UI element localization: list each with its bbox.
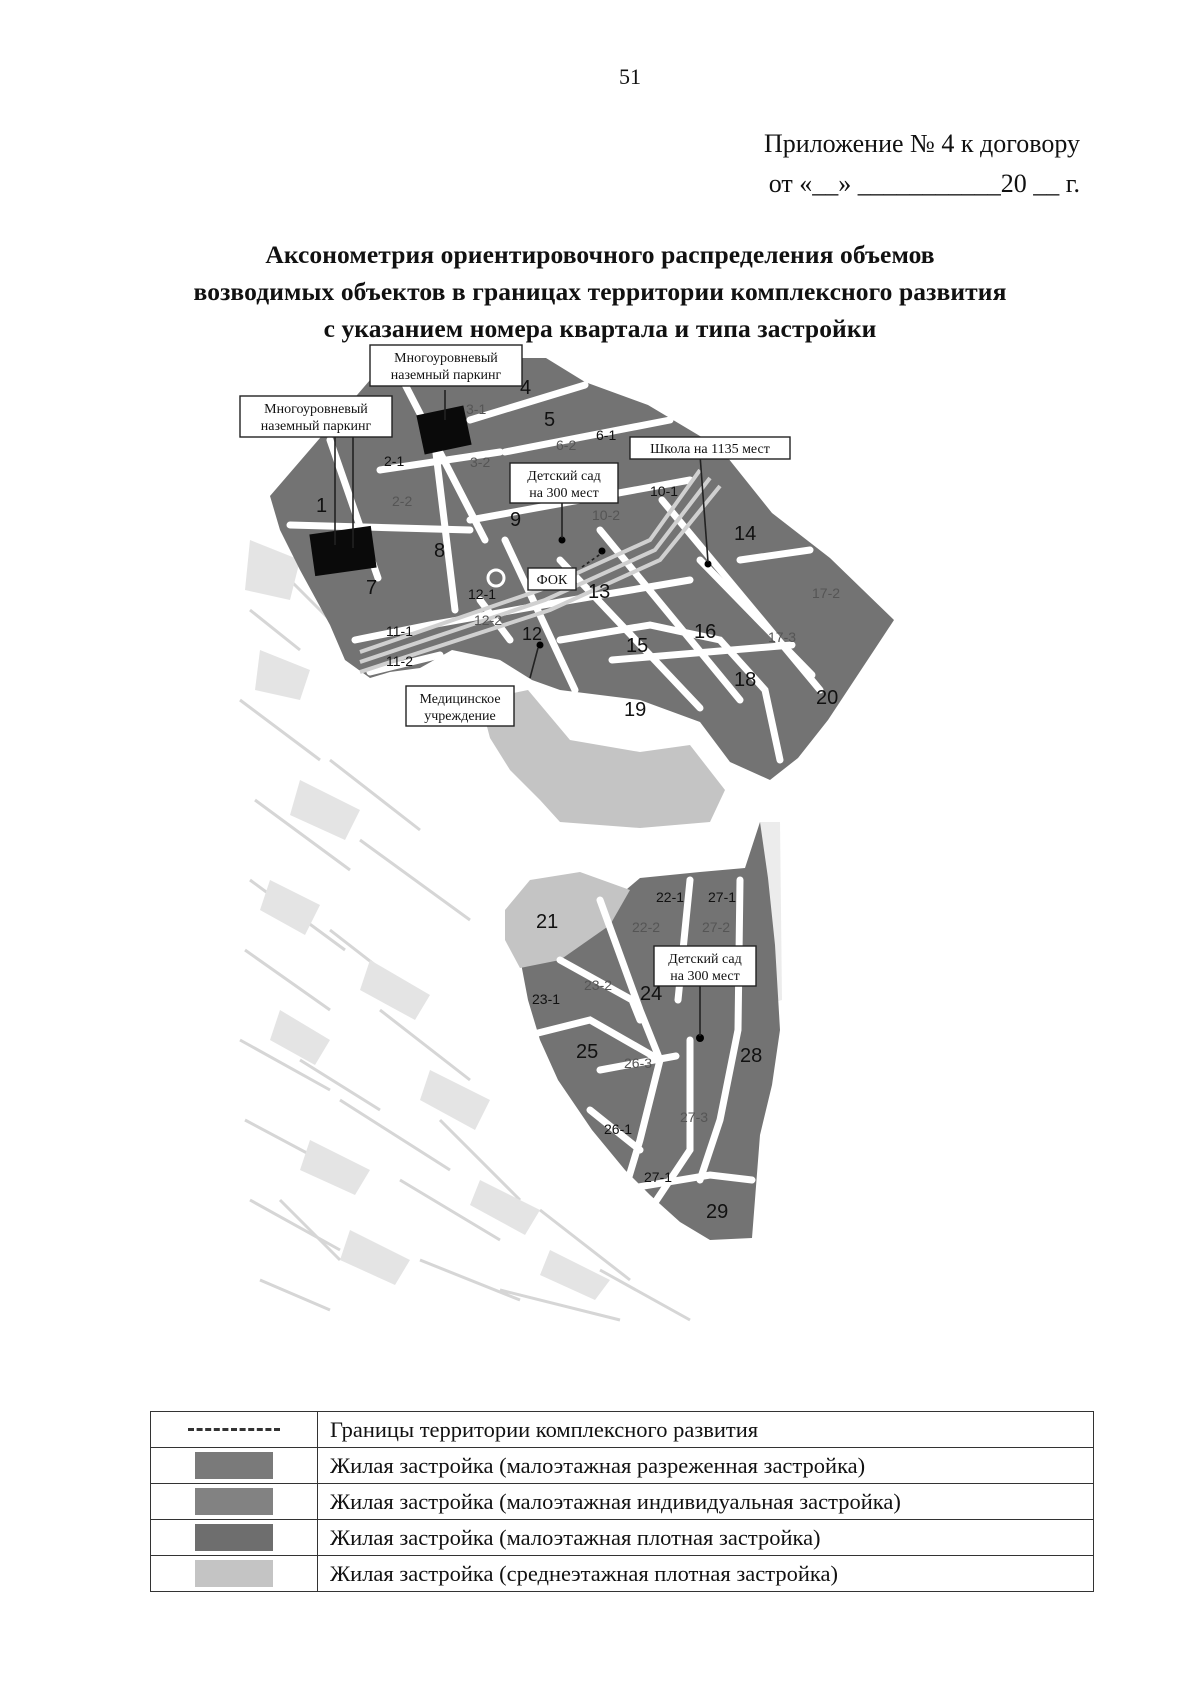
callout-kindergarten-north-1: Детский сад <box>527 469 601 484</box>
legend-table <box>150 1411 1094 1592</box>
callout-parking-left-1: Многоуровневый <box>264 402 368 417</box>
block-label-6-1: 6-1 <box>596 427 617 443</box>
appendix-line-1: Приложение № 4 к договору <box>764 129 1080 158</box>
title-line-2: возводимых объектов в границах территории комплексного развития <box>193 277 1007 306</box>
block-label-28: 28 <box>740 1045 763 1067</box>
block-label-25: 25 <box>576 1041 599 1063</box>
callout-kindergarten-south-2: на 300 мест <box>670 969 740 984</box>
title-line-1: Аксонометрия ориентировочного распределения объемов <box>265 240 935 269</box>
legend-label: Границы территории комплексного развития <box>318 1412 1094 1448</box>
block-label-27-1-north: 27-1 <box>708 889 737 905</box>
callout-kindergarten-north-2: на 300 мест <box>529 486 599 501</box>
callout-fok: ФОК <box>536 573 568 588</box>
block-label-27-2: 27-2 <box>702 919 731 935</box>
block-label-13: 13 <box>588 581 611 603</box>
legend-row <box>151 1484 1094 1520</box>
block-label-17-3: 17-3 <box>768 629 797 645</box>
legend-color-swatch <box>195 1452 273 1479</box>
legend-row <box>151 1448 1094 1484</box>
block-label-16: 16 <box>694 621 717 643</box>
legend-label: Жилая застройка (малоэтажная индивидуальная застройка) <box>318 1484 1094 1520</box>
legend-swatch-cell <box>151 1520 318 1556</box>
block-label-1: 1 <box>316 495 328 517</box>
legend-swatch-cell <box>151 1556 318 1592</box>
legend-dashed-line-icon <box>188 1428 280 1431</box>
block-label-18: 18 <box>734 669 757 691</box>
legend-row <box>151 1520 1094 1556</box>
legend-swatch-cell <box>151 1412 318 1448</box>
block-label-14: 14 <box>734 523 757 545</box>
block-label-29: 29 <box>706 1201 729 1223</box>
block-label-23-1: 23-1 <box>532 991 561 1007</box>
legend-color-swatch <box>195 1524 273 1551</box>
legend-color-swatch <box>195 1560 273 1587</box>
block-label-22-2: 22-2 <box>632 919 661 935</box>
legend-swatch-cell <box>151 1484 318 1520</box>
block-label-5: 5 <box>544 409 556 431</box>
callout-parking-top-1: Многоуровневый <box>394 351 498 366</box>
legend-row <box>151 1556 1094 1592</box>
legend-row <box>151 1412 1094 1448</box>
block-label-10-2: 10-2 <box>592 507 621 523</box>
south-territory <box>505 822 780 1240</box>
block-label-19: 19 <box>624 699 647 721</box>
block-label-4: 4 <box>520 377 532 399</box>
block-label-7: 7 <box>366 577 378 599</box>
title-line-3: с указанием номера квартала и типа застройки <box>323 314 877 343</box>
block-label-3-1: 3-1 <box>466 401 487 417</box>
block-label-27-3: 27-3 <box>680 1109 709 1125</box>
block-label-15: 15 <box>626 635 649 657</box>
legend-swatch-cell <box>151 1448 318 1484</box>
legend-label: Жилая застройка (малоэтажная плотная застройка) <box>318 1520 1094 1556</box>
page-number: 51 <box>619 64 641 89</box>
parking-west <box>309 526 376 576</box>
block-label-12-1: 12-1 <box>468 586 497 602</box>
block-label-9: 9 <box>510 509 522 531</box>
block-label-26-1: 26-1 <box>604 1121 633 1137</box>
callout-kindergarten-south-1: Детский сад <box>668 952 742 967</box>
block-label-2-1: 2-1 <box>384 453 405 469</box>
block-label-11-1: 11-1 <box>386 623 413 639</box>
block-label-3-2: 3-2 <box>470 454 491 470</box>
block-label-17-2: 17-2 <box>812 585 841 601</box>
block-label-20: 20 <box>816 687 839 709</box>
block-label-23-2: 23-2 <box>584 977 613 993</box>
callout-medical-2: учреждение <box>424 709 496 724</box>
callout-parking-left-2: наземный паркинг <box>260 419 372 434</box>
block-label-6-2: 6-2 <box>556 437 577 453</box>
block-label-10-1: 10-1 <box>650 483 679 499</box>
legend-color-swatch <box>195 1488 273 1515</box>
block-label-11-2: 11-2 <box>386 653 413 669</box>
appendix-line-2: от «__» ___________20 __ г. <box>768 169 1080 198</box>
callout-medical-1: Медицинское <box>419 692 501 707</box>
block-label-12: 12 <box>522 624 543 644</box>
legend-label: Жилая застройка (среднеэтажная плотная застройка) <box>318 1556 1094 1592</box>
callout-parking-top-2: наземный паркинг <box>390 368 502 383</box>
block-label-24: 24 <box>640 983 663 1005</box>
block-label-26-3: 26-3 <box>624 1055 653 1071</box>
block-label-8: 8 <box>434 540 446 562</box>
block-label-12-2: 12-2 <box>474 612 503 628</box>
block-label-21: 21 <box>536 911 559 933</box>
legend-label: Жилая застройка (малоэтажная разреженная застройка) <box>318 1448 1094 1484</box>
block-label-2-2: 2-2 <box>392 493 413 509</box>
block-label-27-1-south: 27-1 <box>644 1169 673 1185</box>
block-label-22-1: 22-1 <box>656 889 685 905</box>
callout-school: Школа на 1135 мест <box>650 442 770 457</box>
